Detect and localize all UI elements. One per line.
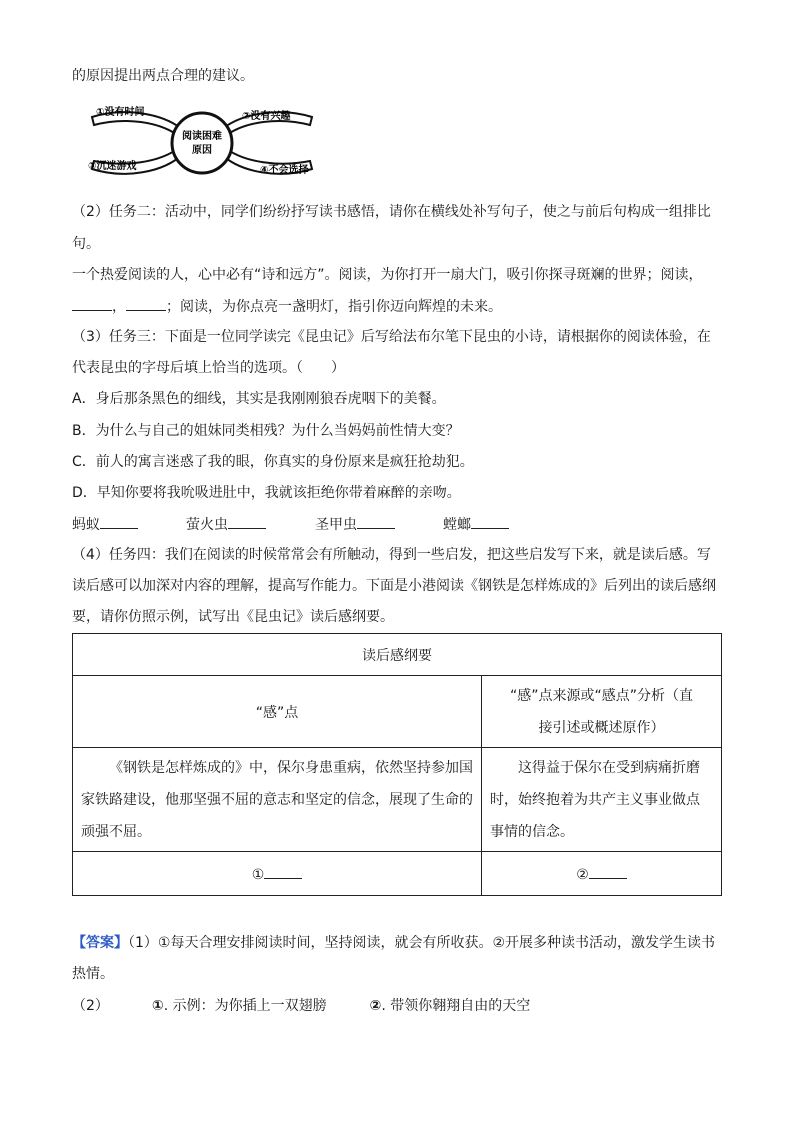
answer-blank[interactable] <box>471 514 509 529</box>
task3-option-a: A．身后那条黑色的细线，其实是我刚刚狼吞虎咽下的美餐。 <box>72 391 446 407</box>
mindmap-top-right: ②没有兴趣 <box>242 111 291 122</box>
mindmap-top-left: ①没有时间 <box>96 107 145 118</box>
table-title: 读后感纲要 <box>73 634 722 676</box>
answer-blank[interactable] <box>126 296 166 311</box>
answer-blank[interactable] <box>100 514 138 529</box>
insect-ant: 蚂蚁 <box>72 514 138 534</box>
task4-line1: （4）任务四：我们在阅读的时候常常会有所触动，得到一些启发，把这些启发写下来，就是读后感。写 <box>72 547 711 563</box>
task3-option-d: D．早知你要将我吮吸进肚中，我就该拒绝你带着麻醉的亲吻。 <box>72 485 461 501</box>
example-analysis: 这得益于保尔在受到病痛折磨 时，始终抱着为共产主义事业做点 事情的信念。 <box>482 748 722 852</box>
task2-line1: （2）任务二：活动中，同学们纷纷抒写读书感悟，请你在横线处补写句子，使之与前后句构成一组排比 <box>72 204 711 220</box>
answer-blank[interactable] <box>72 296 112 311</box>
mindmap-center-line2: 原因 <box>192 145 212 156</box>
reading-outline-table <box>72 633 722 896</box>
answer-line3: （2） ①. 示例：为你插上一双翅膀 ②. 带领你翱翔自由的天空 <box>72 998 531 1014</box>
task2-line2: 句。 <box>72 236 100 252</box>
answer-label: 【答案】 <box>72 935 128 951</box>
task2-line4: ， ；阅读，为你点亮一盏明灯，指引你迈向辉煌的未来。 <box>72 296 502 317</box>
answer-line1: 【答案】（1）①每天合理安排阅读时间，坚持阅读，就会有所收获。②开展多种读书活动，激发学生读书 <box>72 935 716 951</box>
task3-line2: 代表昆虫的字母后填上恰当的选项。（ ） <box>72 360 345 376</box>
insect-scarab: 圣甲虫 <box>315 514 395 534</box>
col1-header: “感”点 <box>73 676 482 748</box>
blank-cell-1[interactable]: ① <box>73 852 482 896</box>
mindmap-bottom-left: ③沉迷游戏 <box>88 161 137 172</box>
answer-line2: 热情。 <box>72 966 114 982</box>
insect-firefly: 萤火虫 <box>186 514 266 534</box>
intro-line: 的原因提出两点合理的建议。 <box>72 68 254 84</box>
example-feeling-point: 《钢铁是怎样炼成的》中，保尔身患重病，依然坚持参加国 家铁路建设，他那坚强不屈的意志和坚定的信念，展现了生命的 顽强不屈。 <box>73 748 482 852</box>
insect-mantis: 螳螂 <box>443 514 509 534</box>
col2-header: “感”点来源或“感点”分析（直 接引述或概述原作） <box>482 676 722 748</box>
task2-line3: 一个热爱阅读的人，心中必有“诗和远方”。阅读，为你打开一扇大门，吸引你探寻斑斓的世界；阅读， <box>72 267 703 283</box>
task3-line1: （3）任务三：下面是一位同学读完《昆虫记》后写给法布尔笔下昆虫的小诗，请根据你的阅读体验，在 <box>72 329 711 345</box>
answer-blank[interactable] <box>357 514 395 529</box>
answer-blank[interactable] <box>228 514 266 529</box>
reading-difficulty-mindmap <box>84 103 320 183</box>
blank-cell-2[interactable]: ② <box>482 852 722 896</box>
task4-line2: 读后感可以加深对内容的理解，提高写作能力。下面是小港阅读《钢铁是怎样炼成的》后列出的读后感纲 <box>72 578 716 594</box>
task3-option-c: C．前人的寓言迷惑了我的眼，你真实的身份原来是疯狂抢劫犯。 <box>72 454 474 470</box>
mindmap-center-line1: 阅读困难 <box>182 131 222 142</box>
task3-option-b: B．为什么与自己的姐妹同类相残？为什么当妈妈前性情大变？ <box>72 423 460 439</box>
mindmap-bottom-right: ④不会选择 <box>260 165 309 176</box>
task4-line3: 要，请你仿照示例，试写出《昆虫记》读后感纲要。 <box>72 609 394 625</box>
